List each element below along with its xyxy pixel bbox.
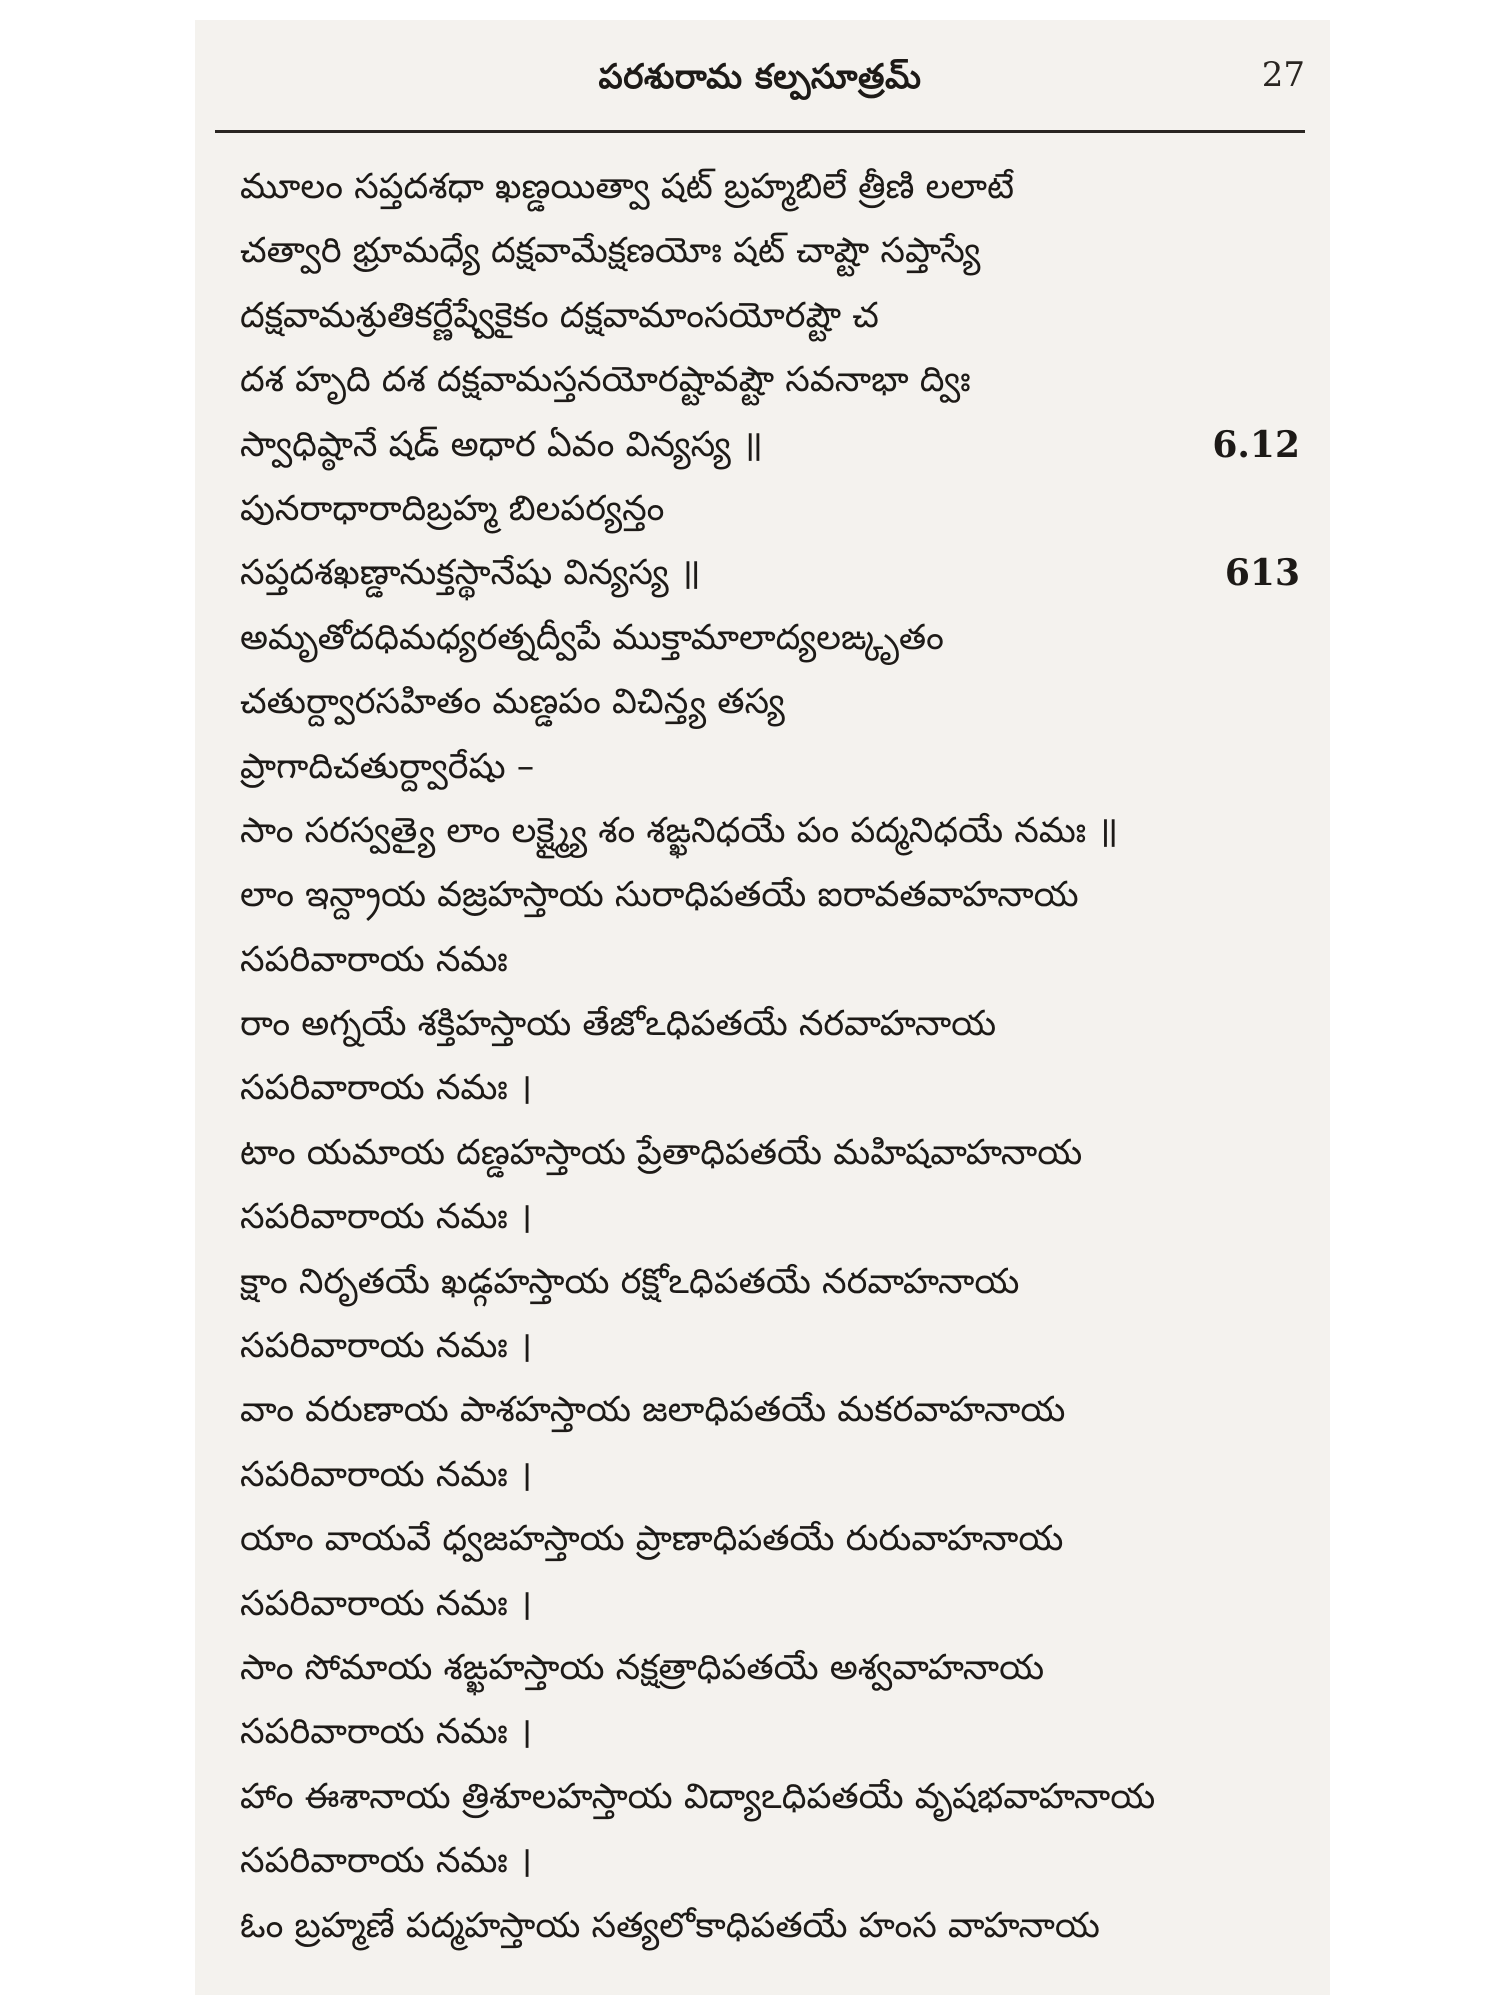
line-text: సాం సోమాయ శఙ్ఖహస్తాయ నక్షత్రాధిపతయే అశ్వవాహనాయ [240, 1647, 1045, 1688]
line-text: చతుర్ద్వారసహితం మణ్డపం విచిన్త్య తస్య [240, 682, 785, 723]
text-line [240, 1185, 1300, 1249]
text-line [240, 413, 1300, 477]
text-line [240, 1056, 1300, 1120]
text-line [240, 541, 1300, 605]
line-text: అమృతోదధిమధ్యరత్నద్వీపే ముక్తామాలాద్యలఙ్కృతం [240, 617, 944, 658]
line-text: సపరివారాయ నమః । [240, 1326, 533, 1367]
text-line [240, 348, 1300, 412]
line-text: ఓం బ్రహ్మణే పద్మహస్తాయ సత్యలోకాధిపతయే హంస వాహనాయ [240, 1905, 1100, 1946]
header-rule [215, 130, 1305, 133]
text-line [240, 670, 1300, 734]
line-text: సపరివారాయ నమః । [240, 1712, 533, 1753]
line-text: టాం యమాయ దణ్డహస్తాయ ప్రేతాధిపతయే మహిషవాహనాయ [240, 1132, 1083, 1173]
line-text: సపరివారాయ నమః । [240, 1068, 533, 1109]
line-text: సాం సరస్వత్యై లాం లక్ష్మ్యై శం శఙ్ఖనిధయే పం పద్మనిధయే నమః ॥ [240, 810, 1119, 851]
text-line [240, 1700, 1300, 1764]
line-text: సపరివారాయ నమః । [240, 1583, 533, 1624]
text-line [240, 1765, 1300, 1829]
line-text: స్వాధిష్ఠానే షడ్ అధార ఏవం విన్యస్య ॥ [240, 424, 763, 465]
line-text: లాం ఇన్ద్రాయ వజ్రహస్తాయ సురాధిపతయే ఐరావతవాహనాయ [240, 875, 1079, 916]
text-line [240, 1314, 1300, 1378]
text-line [240, 799, 1300, 863]
text-line [240, 155, 1300, 219]
line-text: యాం వాయవే ధ్వజహస్తాయ ప్రాణాధిపతయే రురువాహనాయ [240, 1519, 1064, 1560]
page-header [215, 45, 1305, 130]
line-text: చత్వారి భ్రూమధ్యే దక్షవామేక్షణయోః షట్ చాష్టౌ సప్తాస్యే [240, 231, 981, 272]
verse-number: 6.12 [1212, 423, 1300, 466]
text-line [240, 928, 1300, 992]
text-line [240, 1250, 1300, 1314]
text-line [240, 1443, 1300, 1507]
running-title: పరశురామ కల్పసూత్రమ్ [598, 57, 922, 97]
line-text: సపరివారాయ నమః । [240, 1454, 533, 1495]
text-line [240, 1572, 1300, 1636]
text-line [240, 992, 1300, 1056]
text-line [240, 1507, 1300, 1571]
line-text: వాం వరుణాయ పాశహస్తాయ జలాధిపతయే మకరవాహనాయ [240, 1390, 1066, 1431]
text-line [240, 284, 1300, 348]
verse-number: 613 [1224, 552, 1300, 595]
line-text: ప్రాగాదిచతుర్ద్వారేషు – [240, 746, 535, 787]
line-text: పునరాధారాదిబ్రహ్మ బిలపర్యన్తం [240, 488, 665, 529]
text-line [240, 1894, 1300, 1958]
text-line [240, 606, 1300, 670]
text-line [240, 1829, 1300, 1893]
page-number: 27 [1261, 55, 1305, 95]
line-text: క్షాం నిరృతయే ఖడ్గహస్తాయ రక్షోఽధిపతయే నరవాహనాయ [240, 1261, 1020, 1302]
text-line [240, 477, 1300, 541]
line-text: సప్తదశఖణ్డానుక్తస్థానేషు విన్యస్య ॥ [240, 553, 701, 594]
line-text: దశ హృది దశ దక్షవామస్తనయోరష్టావష్టౌ సవనాభా ద్విః [240, 360, 971, 401]
line-text: హాం ఈశానాయ త్రిశూలహస్తాయ విద్యాఽధిపతయే వృషభవాహనాయ [240, 1776, 1156, 1817]
line-text: సపరివారాయ నమః । [240, 1197, 533, 1238]
text-line [240, 863, 1300, 927]
text-line [240, 219, 1300, 283]
line-text: దక్షవామశ్రుతికర్ణేష్వేకైకం దక్షవామాంసయోరష్టౌ చ [240, 295, 879, 336]
line-text: సపరివారాయ నమః [240, 939, 508, 980]
text-line [240, 1636, 1300, 1700]
text-line [240, 1121, 1300, 1185]
line-text: సపరివారాయ నమః । [240, 1841, 533, 1882]
text-line [240, 735, 1300, 799]
line-text: మూలం సప్తదశధా ఖణ్డయిత్వా షట్ బ్రహ్మబిలే త్రీణి లలాటే [240, 167, 1014, 207]
text-line [240, 1378, 1300, 1442]
line-text: రాం అగ్నయే శక్తిహస్తాయ తేజోఽధిపతయే నరవాహనాయ [240, 1004, 997, 1045]
body-text [240, 155, 1300, 1958]
